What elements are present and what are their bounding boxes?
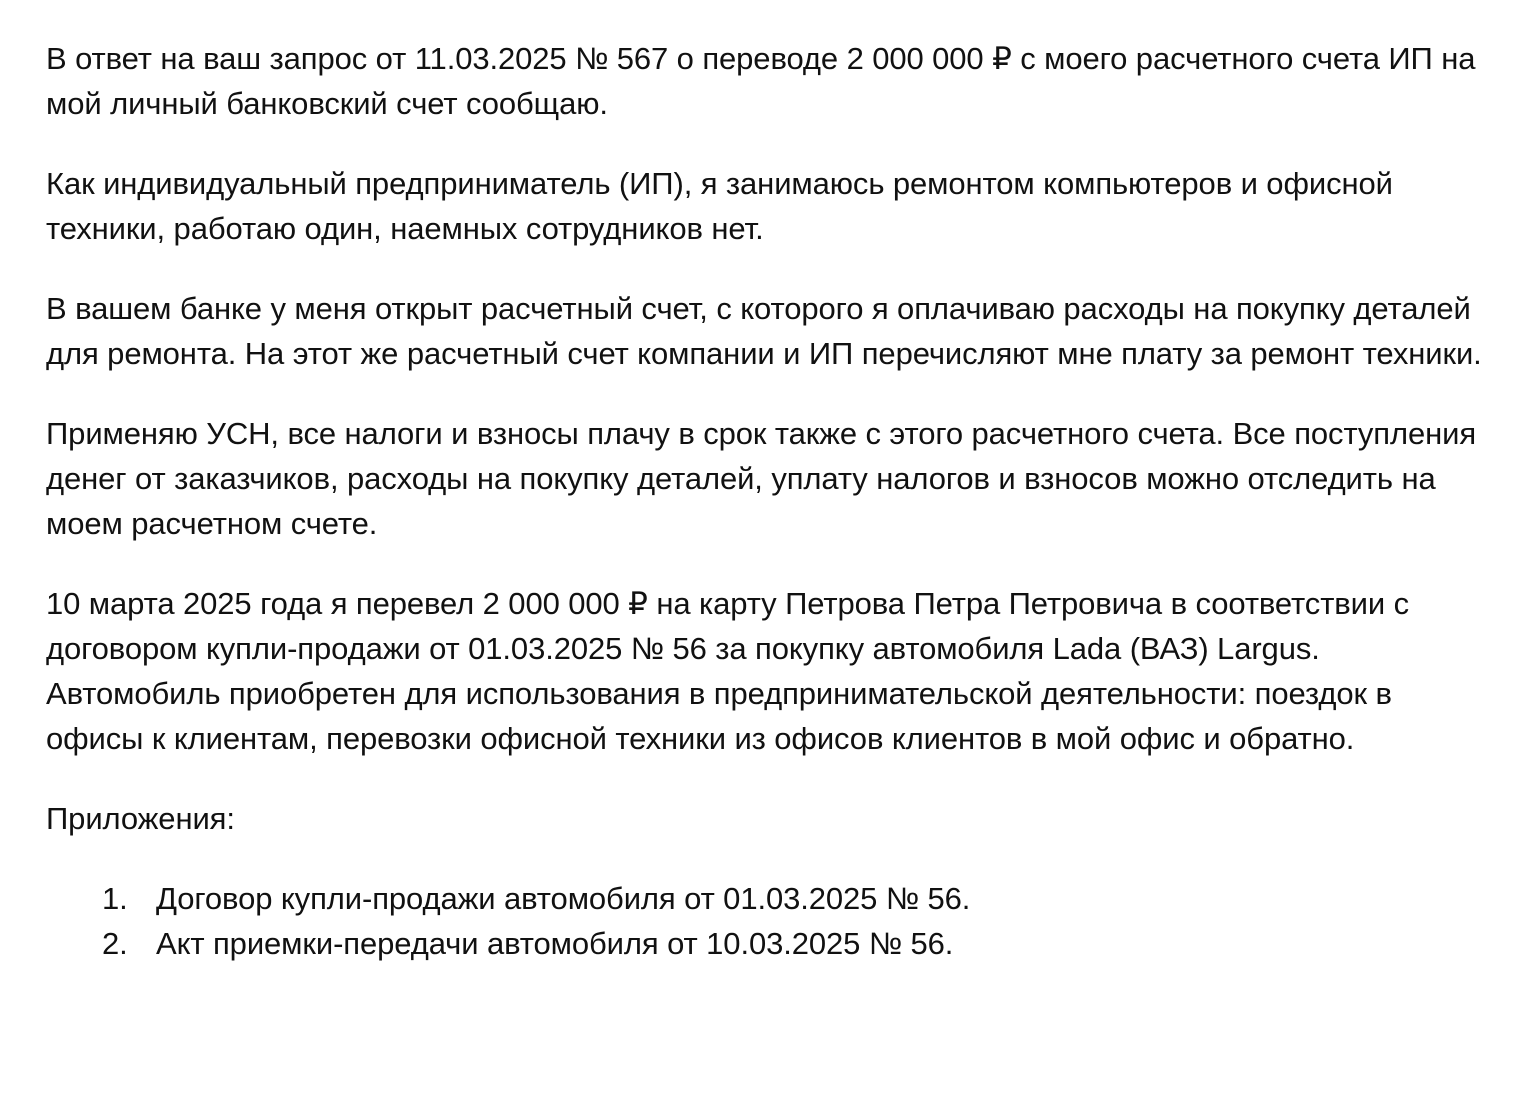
attachment-number: 1. — [102, 881, 128, 916]
paragraph-bank-account: В вашем банке у меня открыт расчетный счет, с которого я оплачиваю расходы на покупку деталей для ремонта. На этот же расчетный счет компании и ИП перечисляют мне плату за ремонт техники. — [46, 291, 1482, 371]
attachment-text: Договор купли-продажи автомобиля от 01.03.2025 № 56. — [156, 881, 971, 916]
paragraph-taxes: Применяю УСН, все налоги и взносы плачу в срок также с этого расчетного счета. Все поступления денег от заказчиков, расходы на покупку деталей, уплату налогов и взносов можно отследить на моем расчетном счете. — [46, 416, 1477, 541]
attachment-text: Акт приемки-передачи автомобиля от 10.03.2025 № 56. — [156, 926, 954, 961]
document-body — [46, 36, 1486, 966]
attachments-list — [46, 876, 1486, 966]
attachment-item — [46, 921, 1486, 966]
attachment-number: 2. — [102, 926, 128, 961]
paragraph-car-purchase: 10 марта 2025 года я перевел 2 000 000 ₽ на карту Петрова Петра Петровича в соответствии с договором купли-продажи от 01.03.2025 № 56 за покупку автомобиля Lada (ВАЗ) Largus. Автомобиль приобретен для использования в предпринимательской деятельности: поездок в офисы к клиентам, перевозки офисной техники из офисов клиентов в мой офис и обратно. — [46, 586, 1410, 756]
paragraph-business-description: Как индивидуальный предприниматель (ИП), я занимаюсь ремонтом компьютеров и офисной техники, работаю один, наемных сотрудников нет. — [46, 166, 1393, 246]
attachments-title: Приложения: — [46, 801, 235, 836]
paragraph-request-reply: В ответ на ваш запрос от 11.03.2025 № 567 о переводе 2 000 000 ₽ с моего расчетного счета ИП на мой личный банковский счет сообщаю. — [46, 41, 1476, 121]
attachment-item — [46, 876, 1486, 921]
